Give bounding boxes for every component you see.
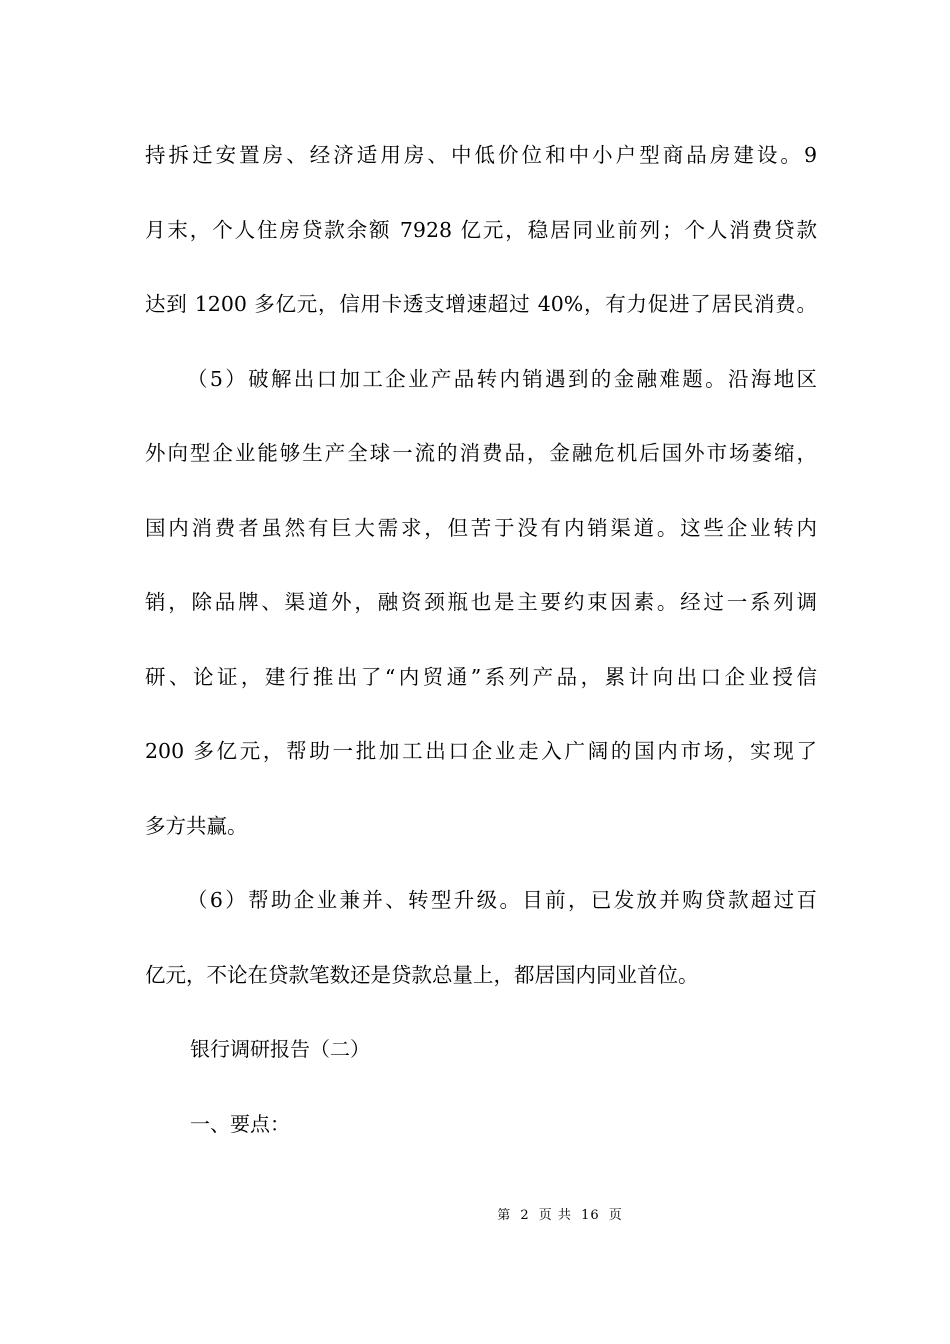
paragraph-line: 亿元，不论在贷款笔数还是贷款总量上，都居国内同业首位。: [145, 962, 699, 987]
paragraph-line: 多方共赢。: [145, 813, 248, 838]
paragraph-line: 达到 1200 多亿元，信用卡透支增速超过 40%，有力促进了居民消费。: [145, 292, 817, 316]
footer-suffix: 页: [608, 1208, 623, 1223]
paragraph-line: 外向型企业能够生产全球一流的消费品，金融危机后国外市场萎缩，: [145, 441, 817, 465]
paragraph-line: 研、论证，建行推出了“内贸通”系列产品，累计向出口企业授信: [145, 664, 817, 689]
document-body: [145, 130, 817, 1173]
paragraph-line: 销，除品牌、渠道外，融资颈瓶也是主要约束因素。经过一系列调: [145, 590, 817, 614]
paragraph-line: 国内消费者虽然有巨大需求，但苦于没有内销渠道。这些企业转内: [145, 515, 817, 540]
footer-prefix: 第: [497, 1208, 512, 1223]
current-page-number: 2: [520, 1208, 530, 1223]
section-heading: 银行调研报告（二）: [190, 1037, 370, 1061]
paragraph-line: （6）帮助企业兼并、转型升级。目前，已发放并购贷款超过百: [187, 888, 817, 912]
paragraph-line: 持拆迁安置房、经济适用房、中低价位和中小户型商品房建设。9: [145, 143, 817, 167]
paragraph-line: 200 多亿元，帮助一批加工出口企业走入广阔的国内市场，实现了: [145, 739, 817, 763]
footer-middle: 页 共: [538, 1208, 572, 1223]
subsection-heading: 一、要点：: [190, 1111, 290, 1136]
paragraph-line: （5）破解出口加工企业产品转内销遇到的金融难题。沿海地区: [187, 366, 817, 391]
total-pages: 16: [581, 1208, 600, 1223]
page-footer: [0, 1206, 950, 1226]
paragraph-line: 月末，个人住房贷款余额 7928 亿元，稳居同业前列；个人消费贷款: [145, 217, 817, 242]
